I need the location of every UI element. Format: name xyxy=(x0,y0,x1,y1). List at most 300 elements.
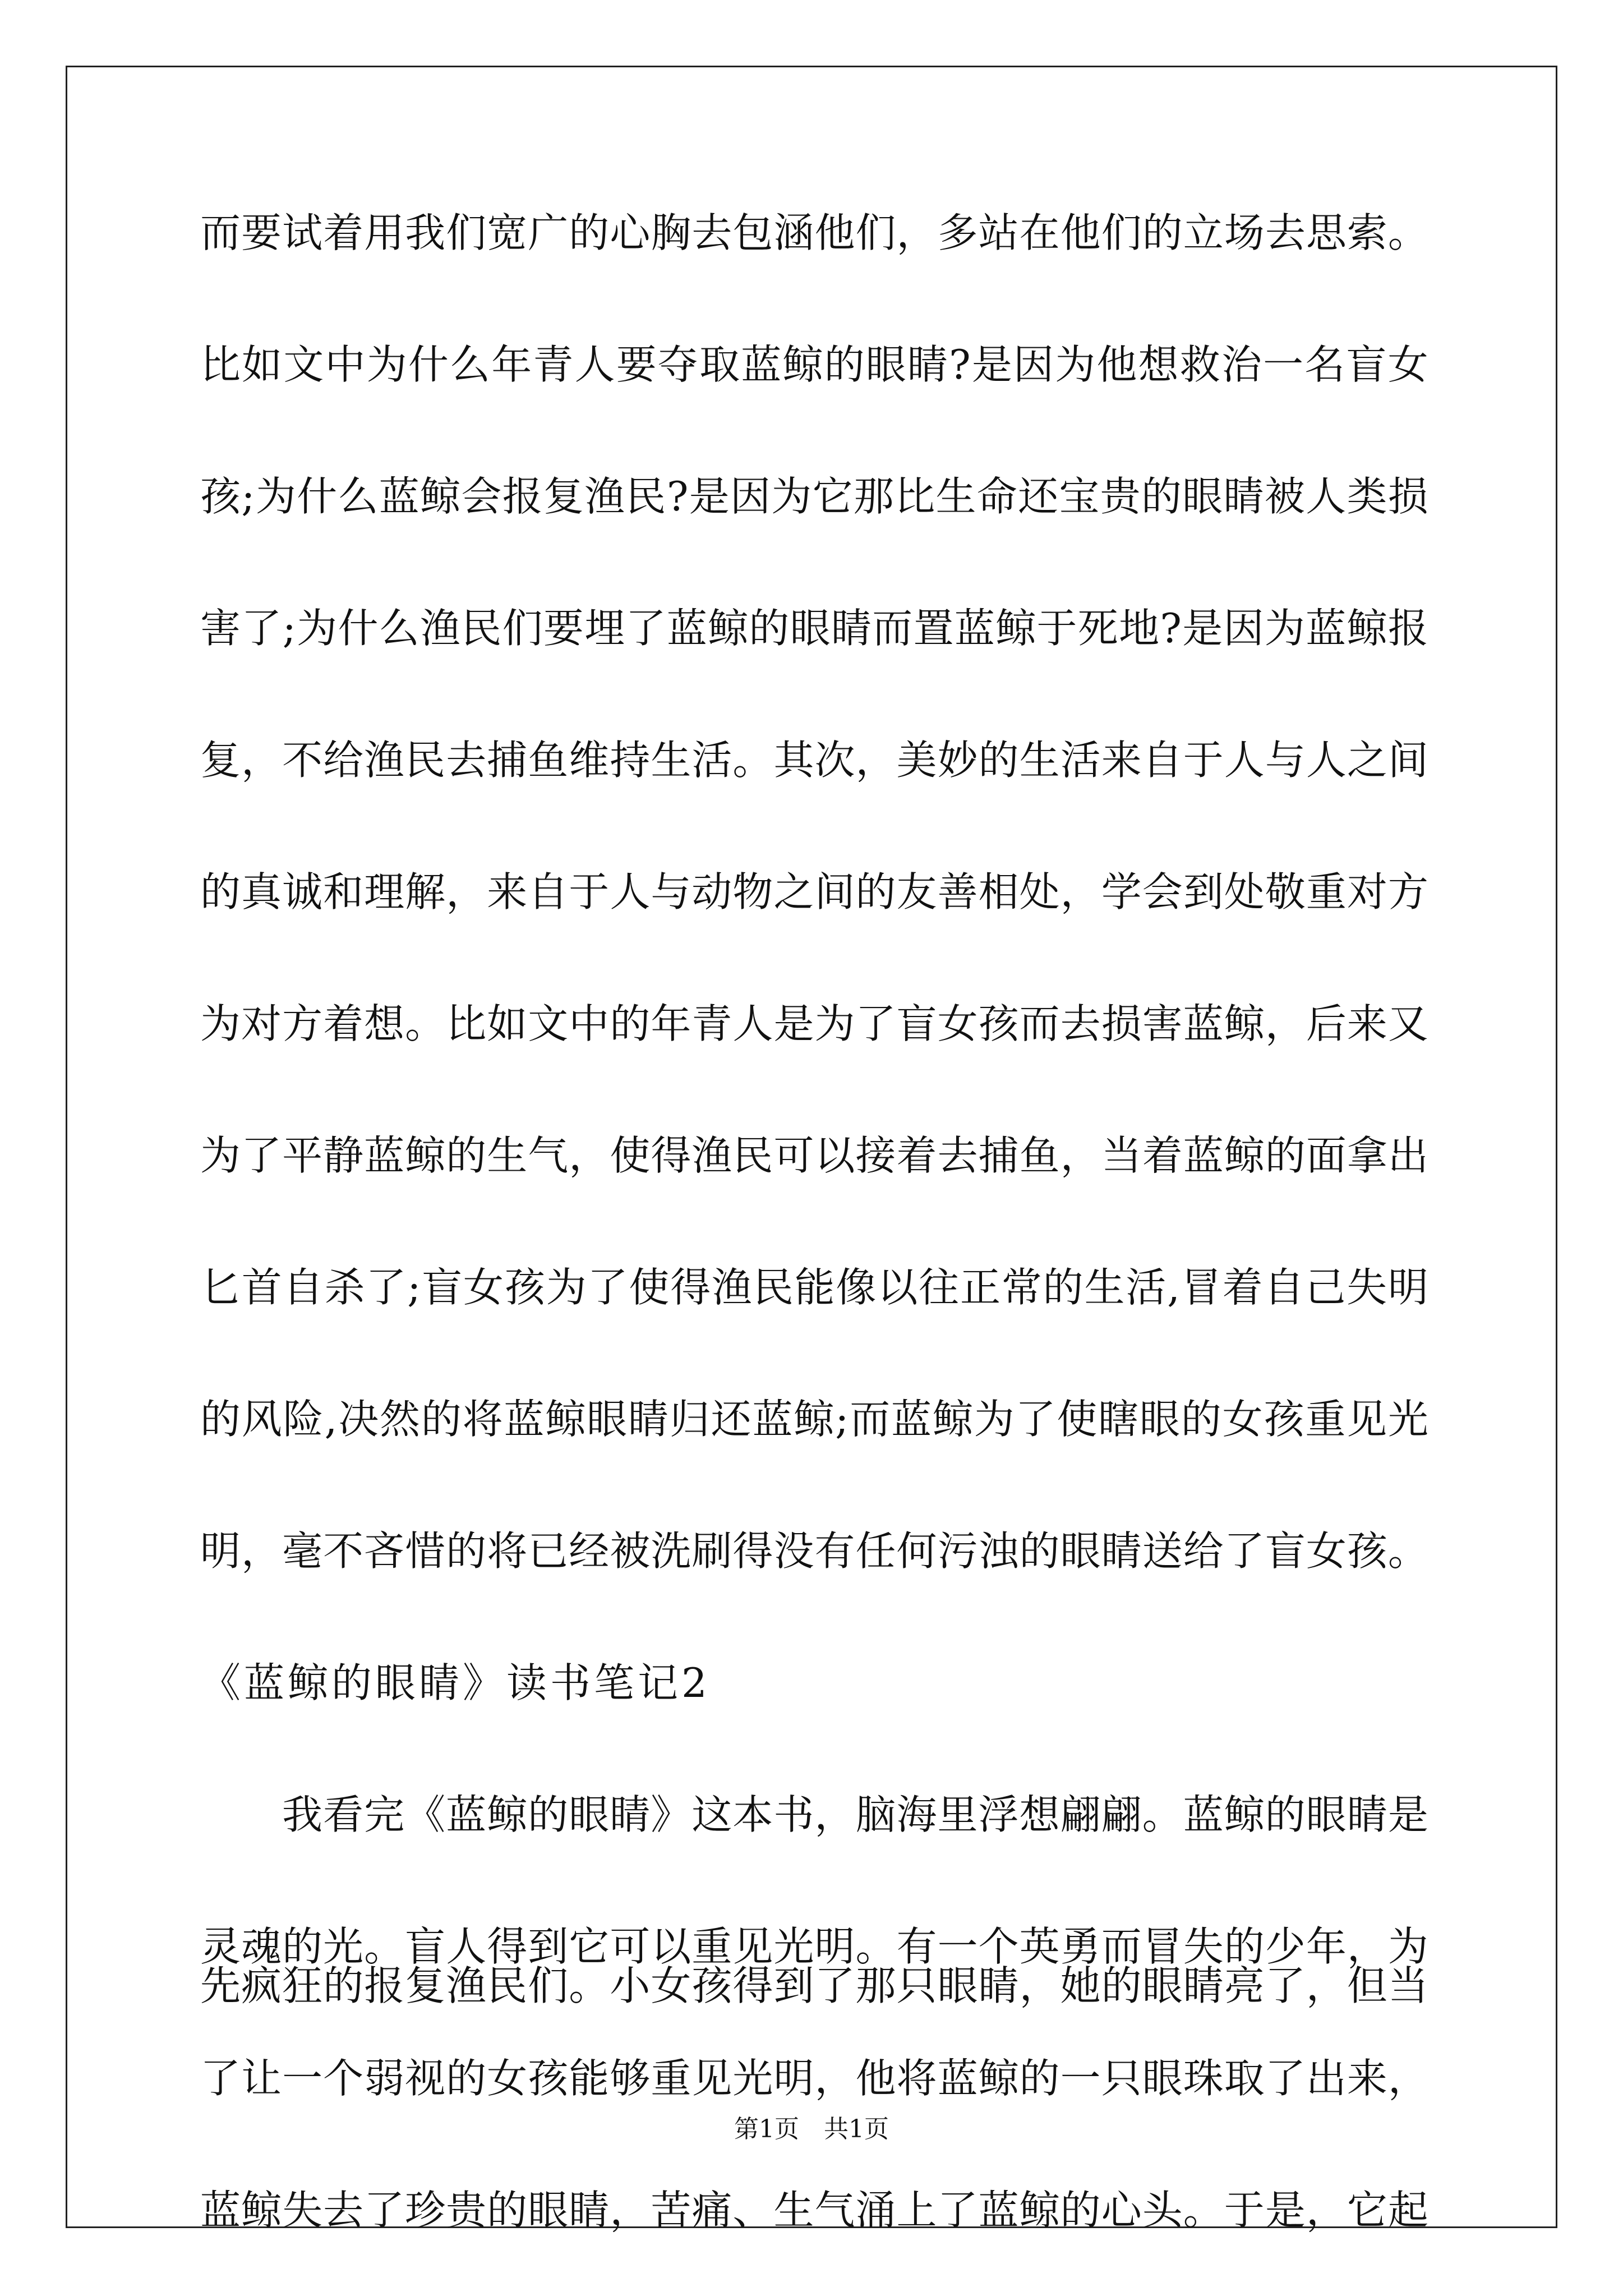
text-char: 物 xyxy=(732,868,773,915)
text-char: 个 xyxy=(323,2055,364,2102)
text-char: 去 xyxy=(446,737,487,784)
text-char: ; xyxy=(835,1396,849,1443)
text-char: 是 xyxy=(1387,1791,1428,1838)
text-char: 眼 xyxy=(1142,2055,1183,2102)
paragraph-line xyxy=(200,471,1428,522)
text-char: 和 xyxy=(323,868,364,915)
text-char: 还 xyxy=(1018,473,1059,520)
text-char: 女 xyxy=(1387,341,1428,388)
text-char: 鲸 xyxy=(932,1396,973,1443)
text-char: 人 xyxy=(1306,473,1347,520)
text-char: 魂 xyxy=(241,1923,282,1970)
text-char: 失 xyxy=(1183,1923,1224,1970)
text-char: 不 xyxy=(282,737,323,784)
text-char: 睛 xyxy=(831,605,872,652)
text-char: 一 xyxy=(937,1923,978,1970)
text-char: 的 xyxy=(569,209,610,256)
text-char: 里 xyxy=(937,1791,978,1838)
text-char: 人 xyxy=(446,1923,487,1970)
text-char: ， xyxy=(1265,1000,1306,1047)
text-char: 真 xyxy=(241,868,282,915)
text-char: 民 xyxy=(625,473,666,520)
text-char: 自 xyxy=(528,868,569,915)
text-char: 起 xyxy=(1387,2187,1428,2234)
text-char: 的 xyxy=(1265,1791,1306,1838)
text-char: 民 xyxy=(405,737,446,784)
text-char: 于 xyxy=(1224,2187,1265,2234)
text-char: 鲸 xyxy=(241,2187,282,2234)
text-char: 鲸 xyxy=(545,1396,586,1443)
text-char: 其 xyxy=(773,737,814,784)
text-char: 生 xyxy=(935,473,976,520)
text-char: 珠 xyxy=(1183,2055,1224,2102)
text-char: 蓝 xyxy=(364,1132,405,1179)
text-char: 比 xyxy=(200,341,241,388)
text-char: ， xyxy=(241,737,282,784)
text-char: ; xyxy=(241,473,255,520)
text-char: 而 xyxy=(872,605,913,652)
text-char: 重 xyxy=(1306,868,1347,915)
text-char: 它 xyxy=(812,473,853,520)
text-char: 睛 xyxy=(1223,473,1264,520)
text-char: 的 xyxy=(282,1923,323,1970)
text-char: 只 xyxy=(896,1962,937,2009)
text-char: 而 xyxy=(1019,1000,1060,1047)
text-char: 蓝 xyxy=(1183,1132,1224,1179)
text-char: 一 xyxy=(1263,341,1304,388)
text-char: 友 xyxy=(896,868,937,915)
text-char: 鲸 xyxy=(794,1396,834,1443)
text-char: 女 xyxy=(463,1264,504,1311)
text-char: 来 xyxy=(1101,737,1142,784)
text-char: 浊 xyxy=(978,1527,1019,1575)
text-char: 去 xyxy=(1060,1000,1101,1047)
text-char: 本 xyxy=(732,1791,773,1838)
text-char: 渔 xyxy=(420,605,461,652)
text-char: 后 xyxy=(1306,1000,1347,1047)
text-char: 为 xyxy=(366,341,407,388)
text-char: 妙 xyxy=(937,737,978,784)
text-char: 它 xyxy=(569,1923,610,1970)
text-char: 苦 xyxy=(651,2187,691,2234)
text-char: 来 xyxy=(1347,1000,1387,1047)
text-char: 民 xyxy=(487,1962,528,2009)
text-char: 的 xyxy=(446,2055,487,2102)
text-char: 的 xyxy=(446,1527,487,1575)
text-char: 他 xyxy=(1096,341,1137,388)
text-char: 能 xyxy=(794,1264,835,1311)
text-char: 地 xyxy=(1119,605,1160,652)
text-char: 名 xyxy=(1304,341,1345,388)
text-char: 杀 xyxy=(324,1264,365,1311)
text-char: 而 xyxy=(850,1396,891,1443)
text-char: 有 xyxy=(814,1527,855,1575)
text-char: 着 xyxy=(1142,1132,1183,1179)
text-char: 鲸 xyxy=(1224,1791,1265,1838)
text-char: 让 xyxy=(241,2055,282,2102)
text-char: 为 xyxy=(200,1132,241,1179)
text-char: 蓝 xyxy=(504,1396,545,1443)
text-char: 是 xyxy=(971,341,1012,388)
text-char: 蓝 xyxy=(954,605,995,652)
text-char: 于 xyxy=(569,868,610,915)
text-char: 诚 xyxy=(282,868,323,915)
text-char: 可 xyxy=(610,1923,651,1970)
text-char: 着 xyxy=(323,209,364,256)
text-char: 使 xyxy=(1057,1396,1098,1443)
text-char: 于 xyxy=(1183,737,1224,784)
text-char: 出 xyxy=(1387,1132,1428,1179)
text-char: 那 xyxy=(853,473,894,520)
text-char: 相 xyxy=(978,868,1019,915)
text-char: 有 xyxy=(896,1923,937,1970)
text-char: 得 xyxy=(670,1264,711,1311)
text-char: 睛 xyxy=(610,1791,651,1838)
paragraph-line xyxy=(200,339,1428,390)
text-char: 以 xyxy=(651,1923,691,1970)
text-char: 思 xyxy=(1306,209,1347,256)
text-char: 她 xyxy=(1060,1962,1101,2009)
text-char: 静 xyxy=(323,1132,364,1179)
text-char: 想 xyxy=(1019,1791,1060,1838)
text-char: 敬 xyxy=(1265,868,1306,915)
text-char: 鲸 xyxy=(782,341,823,388)
text-char: ， xyxy=(855,737,896,784)
text-char: 匕 xyxy=(200,1264,241,1311)
text-char: 当 xyxy=(1101,1132,1142,1179)
text-char: 刷 xyxy=(691,1527,732,1575)
text-char: 鱼 xyxy=(528,737,569,784)
text-char: 解 xyxy=(405,868,446,915)
text-char: 他 xyxy=(814,209,855,256)
text-char: 到 xyxy=(528,1923,569,1970)
text-char: 生 xyxy=(1084,1264,1125,1311)
text-char: 》 xyxy=(651,1791,691,1838)
text-char: 气 xyxy=(814,2187,855,2234)
text-char: 惜 xyxy=(405,1527,446,1575)
text-char: 将 xyxy=(487,1527,528,1575)
text-char: 毫 xyxy=(282,1527,323,1575)
text-char: 的 xyxy=(978,737,1019,784)
text-char: 因 xyxy=(730,473,771,520)
text-char: ? xyxy=(949,341,971,388)
text-char: 小 xyxy=(610,1962,651,2009)
text-char: ， xyxy=(569,1132,610,1179)
text-char: 为 xyxy=(1387,1923,1428,1970)
text-char: 宽 xyxy=(487,209,528,256)
text-char: ， xyxy=(1019,1962,1060,2009)
text-char: 送 xyxy=(1142,1527,1183,1575)
text-char: 多 xyxy=(937,209,978,256)
text-char: 去 xyxy=(937,1132,978,1179)
text-char: 的 xyxy=(1043,1264,1083,1311)
text-char: 的 xyxy=(528,1791,569,1838)
text-char: 为 xyxy=(1264,605,1305,652)
text-char: 方 xyxy=(282,1000,323,1047)
text-char: 为 xyxy=(771,473,812,520)
text-char: ? xyxy=(666,473,689,520)
text-char: 害 xyxy=(200,605,241,652)
text-char: 蓝 xyxy=(891,1396,932,1443)
text-char: 失 xyxy=(1347,1264,1387,1311)
text-char: 睛 xyxy=(1347,1791,1387,1838)
text-char: 看 xyxy=(323,1791,364,1838)
text-char: 了 xyxy=(200,2055,241,2102)
text-char: 损 xyxy=(1101,1000,1142,1047)
text-char: 害 xyxy=(1142,1000,1183,1047)
text-char: 理 xyxy=(364,868,405,915)
text-char: ， xyxy=(241,1527,282,1575)
text-char: 如 xyxy=(487,1000,528,1047)
text-char: 的 xyxy=(749,605,790,652)
text-char: 了 xyxy=(366,1264,407,1311)
text-char: 的 xyxy=(1224,1923,1265,1970)
text-char: 因 xyxy=(1013,341,1054,388)
text-char: 的 xyxy=(1060,2187,1101,2234)
text-char: 往 xyxy=(919,1264,960,1311)
text-char: 要 xyxy=(241,209,282,256)
text-char: 明 xyxy=(773,2055,814,2102)
text-char: 么 xyxy=(338,473,379,520)
text-char: 亮 xyxy=(1224,1962,1265,2009)
paragraph-line xyxy=(200,867,1428,917)
text-char: 们 xyxy=(1101,209,1142,256)
text-char: 活 xyxy=(691,737,732,784)
text-char: 鲸 xyxy=(405,1132,446,1179)
text-char: 鲸 xyxy=(1224,1132,1265,1179)
text-char: 见 xyxy=(691,2055,732,2102)
text-char: 埋 xyxy=(584,605,625,652)
text-char: 年 xyxy=(651,1000,691,1047)
text-char: 海 xyxy=(896,1791,937,1838)
text-char: 蓝 xyxy=(1183,1000,1224,1047)
text-char: 盲 xyxy=(405,1923,446,1970)
text-char: 鲸 xyxy=(487,1791,528,1838)
text-char: 痛 xyxy=(691,2187,732,2234)
text-char: 包 xyxy=(732,209,773,256)
text-char: 平 xyxy=(282,1132,323,1179)
text-char: 决 xyxy=(338,1396,379,1443)
text-char: ， xyxy=(446,868,487,915)
text-char: 鲸 xyxy=(1347,605,1387,652)
text-char: 眼 xyxy=(528,2187,569,2234)
text-char: 渔 xyxy=(446,1962,487,2009)
text-char: 中 xyxy=(569,1000,610,1047)
text-char: 疯 xyxy=(241,1962,282,2009)
text-char: 用 xyxy=(364,209,405,256)
text-char: 之 xyxy=(1347,737,1387,784)
text-char: 眼 xyxy=(1142,1962,1183,2009)
text-char: 的 xyxy=(1181,1396,1221,1443)
text-char: 以 xyxy=(877,1264,918,1311)
text-char: 睛 xyxy=(569,2187,610,2234)
text-char: 比 xyxy=(895,473,935,520)
text-char: 间 xyxy=(814,868,855,915)
text-char: 常 xyxy=(1001,1264,1042,1311)
text-char: ， xyxy=(1306,2187,1347,2234)
text-char: 处 xyxy=(1019,868,1060,915)
text-char: 蓝 xyxy=(1306,605,1347,652)
text-char: 站 xyxy=(978,209,1019,256)
text-char: 重 xyxy=(651,2055,691,2102)
text-char: 睛 xyxy=(1101,1527,1142,1575)
text-char: 还 xyxy=(711,1396,751,1443)
text-char: 会 xyxy=(461,473,502,520)
text-char: 睛 xyxy=(628,1396,668,1443)
text-char: ， xyxy=(1347,1923,1387,1970)
text-char: 了 xyxy=(1265,1962,1306,2009)
text-char: 鱼 xyxy=(1019,1132,1060,1179)
text-char: 污 xyxy=(937,1527,978,1575)
text-char: 人 xyxy=(574,341,615,388)
text-char: 治 xyxy=(1221,341,1262,388)
text-char: 的 xyxy=(1019,1527,1060,1575)
text-char: 正 xyxy=(960,1264,1000,1311)
text-char: 捕 xyxy=(978,1132,1019,1179)
text-char: 人 xyxy=(610,868,651,915)
text-char: 。 xyxy=(364,1923,405,1970)
text-char: 孩 xyxy=(1264,1396,1304,1443)
text-char: 眼 xyxy=(865,341,906,388)
text-char: 明 xyxy=(200,1527,241,1575)
text-char: 完 xyxy=(364,1791,405,1838)
text-char: , xyxy=(1167,1264,1181,1311)
paragraph-line xyxy=(200,603,1428,654)
text-char: 而 xyxy=(1101,1923,1142,1970)
text-char: 的 xyxy=(200,868,241,915)
text-char: 。 xyxy=(732,737,773,784)
text-char: 美 xyxy=(896,737,937,784)
text-char: 学 xyxy=(1101,868,1142,915)
text-char: 会 xyxy=(1142,868,1183,915)
text-char: 活 xyxy=(1126,1264,1166,1311)
text-char: 勇 xyxy=(1060,1923,1101,1970)
text-char: 为 xyxy=(546,1264,587,1311)
text-char: 了 xyxy=(241,605,282,652)
text-char: 蓝 xyxy=(937,2055,978,2102)
text-char: 风 xyxy=(241,1396,282,1443)
text-char: 立 xyxy=(1183,209,1224,256)
text-char: 灵 xyxy=(200,1923,241,1970)
text-char: 场 xyxy=(1224,209,1265,256)
text-char: 蓝 xyxy=(978,2187,1019,2234)
text-char: 心 xyxy=(1101,2187,1142,2234)
text-char: 一 xyxy=(1060,2055,1101,2102)
text-char: 了 xyxy=(625,605,666,652)
paragraph-line xyxy=(200,1961,1428,2011)
text-char: 的 xyxy=(200,1396,241,1443)
text-char: ， xyxy=(814,2055,855,2102)
text-char: 吝 xyxy=(364,1527,405,1575)
text-char: 广 xyxy=(528,209,569,256)
text-char: 以 xyxy=(814,1132,855,1179)
text-char: 瞎 xyxy=(1098,1396,1139,1443)
text-char: 么 xyxy=(379,605,419,652)
text-char: 蓝 xyxy=(1183,1791,1224,1838)
text-char: 复 xyxy=(543,473,584,520)
text-char: 的 xyxy=(1265,1132,1306,1179)
text-char: 复 xyxy=(200,737,241,784)
text-char: 之 xyxy=(773,868,814,915)
text-char: 女 xyxy=(937,1000,978,1047)
text-char: 自 xyxy=(283,1264,324,1311)
text-char: 维 xyxy=(569,737,610,784)
text-char: 为 xyxy=(200,1000,241,1047)
text-char: 了 xyxy=(587,1264,628,1311)
text-char: ， xyxy=(610,2187,651,2234)
text-char: 比 xyxy=(446,1000,487,1047)
text-char: 动 xyxy=(691,868,732,915)
text-char: 们 xyxy=(528,1962,569,2009)
text-char: 的 xyxy=(487,2187,528,2234)
text-char: 想 xyxy=(364,1000,405,1047)
text-char: 被 xyxy=(610,1527,651,1575)
text-char: 眼 xyxy=(790,605,831,652)
text-char: 救 xyxy=(1179,341,1220,388)
text-char: 冒 xyxy=(1181,1264,1221,1311)
text-char: 。 xyxy=(1142,1791,1183,1838)
text-char: 到 xyxy=(1183,868,1224,915)
text-char: 对 xyxy=(241,1000,282,1047)
text-char: ， xyxy=(1060,868,1101,915)
text-char: 只 xyxy=(1101,2055,1142,2102)
text-char: 那 xyxy=(855,1962,896,2009)
text-char: 宝 xyxy=(1059,473,1100,520)
text-char: 眼 xyxy=(587,1396,628,1443)
text-char: 眼 xyxy=(1060,1527,1101,1575)
text-char: 睛 xyxy=(978,1962,1019,2009)
text-char: 为 xyxy=(814,1000,855,1047)
text-char: 人 xyxy=(1306,737,1347,784)
text-char: 在 xyxy=(1019,209,1060,256)
text-char: 报 xyxy=(502,473,543,520)
text-char: 。 xyxy=(1387,209,1428,256)
text-char: 蓝 xyxy=(200,2187,241,2234)
text-char: 心 xyxy=(610,209,651,256)
text-char: 对 xyxy=(1347,868,1387,915)
text-char: 死 xyxy=(1077,605,1118,652)
text-char: 因 xyxy=(1223,605,1264,652)
text-char: 何 xyxy=(896,1527,937,1575)
text-char: 取 xyxy=(1224,2055,1265,2102)
text-char: 这 xyxy=(691,1791,732,1838)
paragraph-line xyxy=(200,1394,1428,1444)
text-char: 眼 xyxy=(1140,1396,1181,1443)
text-char: 弱 xyxy=(364,2055,405,2102)
text-char: 贵 xyxy=(446,2187,487,2234)
text-char: 。 xyxy=(405,1000,446,1047)
text-char: 将 xyxy=(462,1396,503,1443)
text-char: 、 xyxy=(732,2187,773,2234)
text-char: 被 xyxy=(1264,473,1305,520)
text-char: 人 xyxy=(732,1000,773,1047)
text-char: 接 xyxy=(855,1132,896,1179)
paragraph-line xyxy=(200,1262,1428,1313)
text-char: 次 xyxy=(814,737,855,784)
text-char: 得 xyxy=(732,1962,773,2009)
text-char: 类 xyxy=(1347,473,1387,520)
text-char: 将 xyxy=(896,2055,937,2102)
section-heading: 《蓝鲸的眼睛》读书笔记2 xyxy=(200,1659,711,1706)
text-char: 了 xyxy=(364,2187,405,2234)
text-char: 一 xyxy=(282,2055,323,2102)
text-char: 明 xyxy=(814,1923,855,1970)
text-char: 的 xyxy=(323,1962,364,2009)
text-char: 明 xyxy=(1387,1264,1428,1311)
text-char: 鲸 xyxy=(978,2055,1019,2102)
text-char: 来 xyxy=(487,868,528,915)
text-char: 与 xyxy=(651,868,691,915)
